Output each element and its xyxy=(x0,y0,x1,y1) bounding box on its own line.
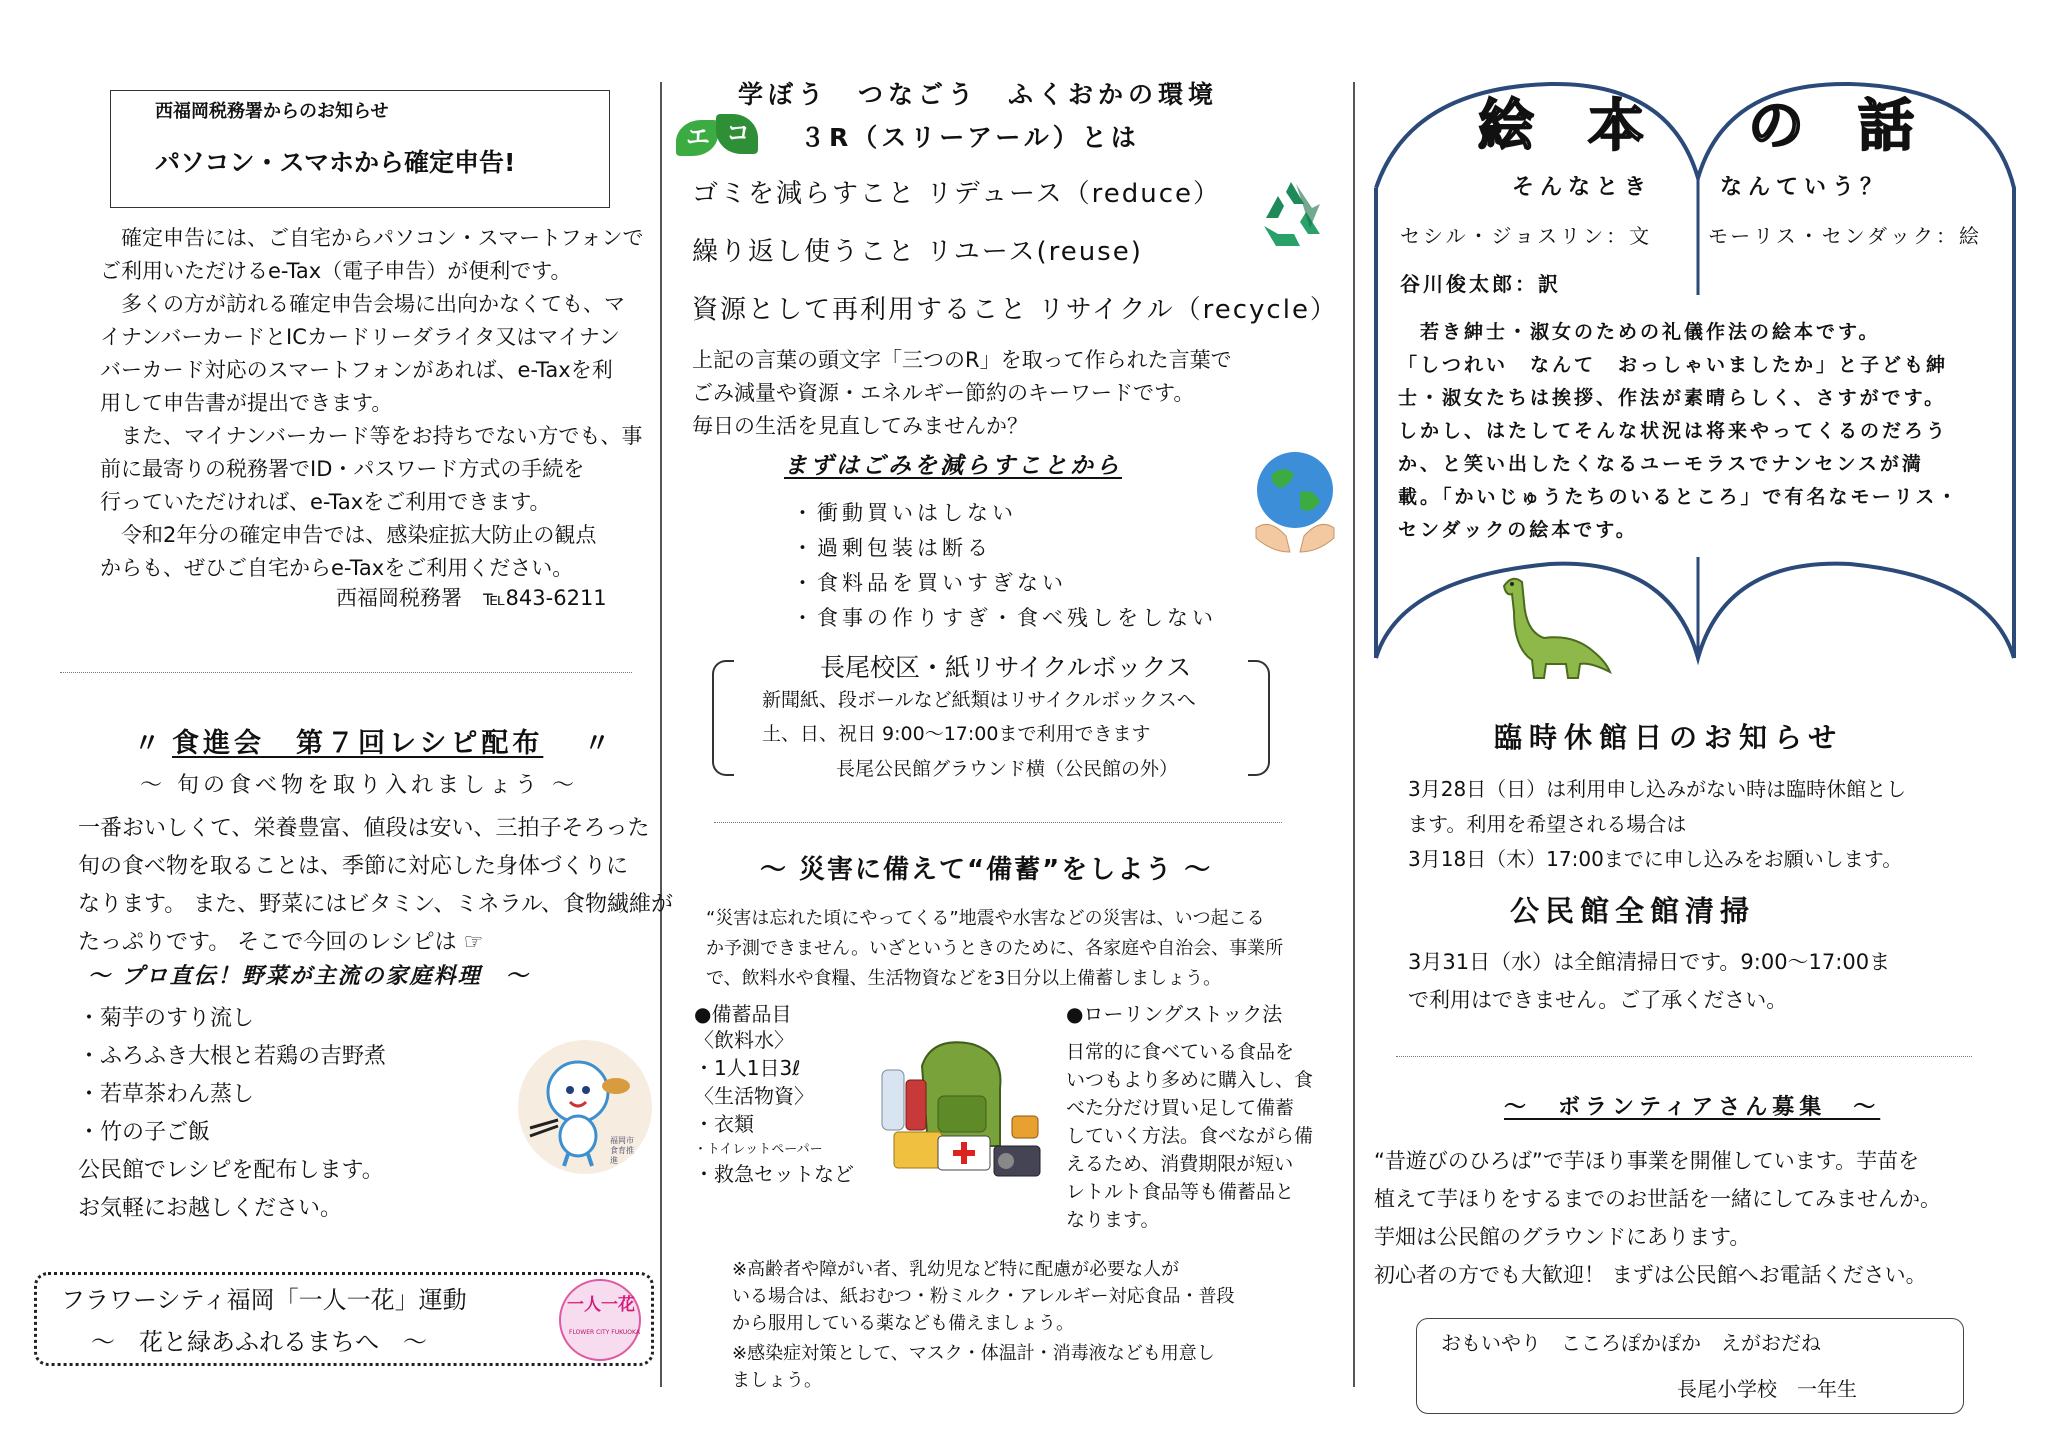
tax-line: バーカード対応のスマートフォンがあれば、e-Taxを利 xyxy=(100,358,613,382)
tax-line: ご利用いただけるe-Tax（電子申告）が便利です。 xyxy=(100,259,572,283)
eco-item-recycle: 資源として再利用すること リサイクル（recycle） xyxy=(692,295,1338,325)
book-desc-line: 若き紳士・淑女のための礼儀作法の絵本です。 xyxy=(1398,321,1881,343)
rolling-line: していく方法。食べながら備 xyxy=(1066,1125,1314,1147)
stock-item: ・救急セットなど xyxy=(694,1162,854,1186)
tax-line: 用して申告書が提出できます。 xyxy=(100,391,393,415)
book-title-char: の xyxy=(1748,94,1804,159)
eco-heading: 学ぼう つなごう ふくおかの環境 xyxy=(738,80,1219,109)
cleaning-line: で利用はできません。ご了承ください。 xyxy=(1408,988,1788,1012)
book-illustrator: モーリス・センダック：絵 xyxy=(1708,224,1982,248)
stock-item: ・衣類 xyxy=(694,1112,754,1136)
rolling-line: レトルト食品等も備蓄品と xyxy=(1066,1181,1295,1203)
eco-tip: ・食事の作りすぎ・食べ残しをしない xyxy=(792,606,1217,630)
recipe-title: 食進会 第７回レシピ配布 xyxy=(172,728,544,759)
emergency-kit-illustration xyxy=(872,1036,1048,1190)
stock-item: ・トイレットペーパー xyxy=(694,1142,823,1157)
dinosaur-illustration xyxy=(1494,572,1612,682)
bracket-left xyxy=(712,660,734,776)
recipe-mark-right: 〃 xyxy=(584,729,611,759)
eco-desc-line: 毎日の生活を見直してみませんか？ xyxy=(692,414,1028,438)
disaster-note-1 xyxy=(732,1256,1234,1337)
volunteer-title: ～ ボランティアさん募集 ～ xyxy=(1504,1095,1881,1120)
book-desc-line: 載。「かいじゅうたちのいるところ」で有名なモーリス・ xyxy=(1398,486,1960,508)
volunteer-line: 植えて芋ほりをするまでのお世話を一緒にしてみませんか。 xyxy=(1374,1187,1941,1211)
tax-line: イナンバーカードとICカードリーダライタ又はマイナン xyxy=(100,325,620,349)
tax-line: 確定申告には、ご自宅からパソコン・スマートフォンで xyxy=(100,226,644,250)
eco-badge-char-2: コ xyxy=(726,119,750,147)
eco-badge-char-1: エ xyxy=(686,123,710,151)
recipe-item: ・菊芋のすり流し xyxy=(78,1006,255,1031)
slogan-author: 長尾小学校 一年生 xyxy=(1677,1377,1857,1401)
book-subtitle-right: なんていう？ xyxy=(1720,175,1889,200)
eco-desc-line: ごみ減量や資源・エネルギー節約のキーワードです。 xyxy=(692,381,1195,405)
eco-desc xyxy=(692,344,1232,443)
rolling-line: べた分だけ買い足して備蓄 xyxy=(1066,1097,1295,1119)
disaster-note-line: から服用している薬なども備えましょう。 xyxy=(732,1313,1074,1334)
backpack-icon xyxy=(872,1036,1048,1190)
book-title-char: 本 xyxy=(1588,94,1644,159)
eco-badge xyxy=(676,112,766,160)
recycle-icon xyxy=(1256,178,1326,250)
eco-tips xyxy=(792,496,1217,636)
recipe-subhead: ～ プロ直伝！野菜が主流の家庭料理 ～ xyxy=(88,964,530,989)
book-desc-line: 士・淑女たちは挨拶、作法が素晴らしく、さすがです。 xyxy=(1398,387,1947,409)
disaster-note-line: ※感染症対策として、マスク・体温計・消毒液なども用意し xyxy=(732,1343,1215,1364)
flower-line-2: ～ 花と緑あふれるまちへ ～ xyxy=(91,1328,427,1356)
volunteer-line: 初心者の方でも大歓迎！ まずは公民館へお電話ください。 xyxy=(1374,1263,1927,1287)
tax-contact: 西福岡税務署 ℡843-6211 xyxy=(336,586,607,610)
divider-left-1 xyxy=(60,672,632,673)
volunteer-body xyxy=(1374,1142,1941,1294)
book-desc-line: か、と笑い出したくなるユーモラスでナンセンスが満 xyxy=(1398,453,1924,475)
rolling-title: ●ローリングストック法 xyxy=(1066,1002,1283,1026)
bracket-right xyxy=(1248,660,1270,776)
disaster-intro xyxy=(706,904,1283,994)
flower-logo-text: 一人一花 xyxy=(567,1295,635,1315)
disaster-intro-line: “災害は忘れた頃にやってくる”地震や水害などの災害は、いつ起こる xyxy=(706,908,1265,929)
paper-recycle-line: 新聞紙、段ボールなど紙類はリサイクルボックスへ xyxy=(762,689,1196,711)
slogan-box xyxy=(1416,1318,1964,1414)
stock-item: ・1人1日3ℓ xyxy=(694,1056,801,1080)
stock-title: ●備蓄品目 xyxy=(694,1002,792,1026)
recipe-line: 一番おいしくて、栄養豊富、値段は安い、三拍子そろった xyxy=(78,816,650,841)
tax-notice-label: 西福岡税務署からのお知らせ xyxy=(155,101,389,122)
flower-logo xyxy=(559,1279,641,1361)
disaster-intro-line: で、飲料水や食糧、生活物資などを3日分以上備蓄しましょう。 xyxy=(706,968,1222,989)
disaster-note-line: いる場合は、紙おむつ・粉ミルク・アレルギー対応食品・普段 xyxy=(732,1286,1235,1307)
rolling-line: 日常的に食べている食品を xyxy=(1066,1041,1295,1063)
book-title-char: 話 xyxy=(1858,94,1914,159)
eco-item-reuse: 繰り返し使うこと リユース(reuse) xyxy=(692,237,1143,267)
divider-middle-1 xyxy=(714,822,1282,823)
closure-title: 臨時休館日のお知らせ xyxy=(1494,721,1844,754)
cleaning-line: 3月31日（水）は全館清掃日です。9:00～17:00ま xyxy=(1408,950,1891,974)
disaster-note-line: ましょう。 xyxy=(732,1370,822,1391)
rolling-line: なります。 xyxy=(1066,1209,1160,1231)
eco-subheading: ３R（スリーアール）とは xyxy=(800,123,1140,152)
disaster-note-2 xyxy=(732,1340,1215,1394)
volunteer-line: “昔遊びのひろば”で芋ほり事業を開催しています。芋苗を xyxy=(1374,1149,1920,1173)
eco-tip: ・食料品を買いすぎない xyxy=(792,571,1067,595)
dinosaur-icon xyxy=(1494,572,1612,682)
disaster-note-line: ※高齢者や障がい者、乳幼児など特に配慮が必要な人が xyxy=(732,1259,1180,1280)
divider-right-1 xyxy=(1396,1056,1972,1057)
book-desc-line: しかし、はたしてそんな状況は将来やってくるのだろう xyxy=(1398,420,1949,442)
tax-line: 前に最寄りの税務署でID・パスワード方式の手続を xyxy=(100,457,585,481)
paper-recycle-line: 土、日、祝日 9:00～17:00まで利用できます xyxy=(762,723,1151,745)
recipe-item: ・若草茶わん蒸し xyxy=(78,1082,255,1107)
column-divider-left xyxy=(660,82,662,1387)
earth-hands-icon xyxy=(1250,448,1340,560)
eco-subhead: まずはごみを減らすことから xyxy=(784,453,1122,479)
eco-tip: ・衝動買いはしない xyxy=(792,501,1017,525)
recipe-body xyxy=(78,810,673,962)
cleaning-body xyxy=(1408,943,1890,1019)
tax-line: また、マイナンバーカード等をお持ちでない方でも、事 xyxy=(100,424,643,448)
stock-item: 〈生活物資〉 xyxy=(694,1084,814,1108)
tax-line: 多くの方が訪れる確定申告会場に出向かなくても、マ xyxy=(100,292,625,316)
recipe-footer-line: 公民館でレシピを配布します。 xyxy=(78,1158,384,1183)
tax-line: からも、ぜひご自宅からe-Taxをご利用ください。 xyxy=(100,556,574,580)
disaster-intro-line: か予測できません。いざというときのために、各家庭や自治会、事業所 xyxy=(706,938,1284,959)
mascot-illustration xyxy=(518,1040,652,1174)
recipe-mark-left: 〃 xyxy=(134,729,161,759)
flower-line-1: フラワーシティ福岡「一人一花」運動 xyxy=(61,1286,467,1314)
book-translator: 谷川俊太郎：訳 xyxy=(1400,272,1561,296)
recipe-item: ・ふろふき大根と若鶏の吉野煮 xyxy=(78,1044,387,1069)
rolling-body xyxy=(1066,1038,1313,1234)
tax-line: 行っていただければ、e-Taxをご利用できます。 xyxy=(100,490,551,514)
recipe-line: 旬の食べ物を取ることは、季節に対応した身体づくりに xyxy=(78,854,629,879)
tax-line: 令和2年分の確定申告では、感染症拡大防止の観点 xyxy=(100,523,597,547)
slogan-text: おもいやり こころぽかぽか えがおだね xyxy=(1441,1331,1821,1355)
closure-line: 3月28日（日）は利用申し込みがない時は臨時休館とし xyxy=(1408,777,1907,801)
book-author: セシル・ジョスリン：文 xyxy=(1400,224,1653,248)
recipe-line: なります。 また、野菜にはビタミン、ミネラル、食物繊維が xyxy=(78,892,674,917)
stock-item: 〈飲料水〉 xyxy=(694,1028,794,1052)
book-desc-line: 「しつれい なんて おっしゃいましたか」と子ども紳 xyxy=(1398,354,1949,376)
paper-recycle-title: 長尾校区・紙リサイクルボックス xyxy=(820,653,1192,682)
volunteer-line: 芋畑は公民館のグラウンドにあります。 xyxy=(1374,1225,1751,1249)
tax-notice-title: パソコン・スマホから確定申告! xyxy=(155,148,516,177)
eco-item-reduce: ゴミを減らすこと リデュース（reduce） xyxy=(692,179,1222,209)
flower-city-box xyxy=(34,1272,654,1366)
tax-body xyxy=(100,222,643,585)
cleaning-title: 公民館全館清掃 xyxy=(1510,894,1756,928)
tax-notice-box xyxy=(110,90,610,208)
rolling-line: えるため、消費期限が短い xyxy=(1066,1153,1294,1175)
rolling-line: いつもより多めに購入し、食 xyxy=(1066,1069,1314,1091)
book-desc-line: センダックの絵本です。 xyxy=(1398,519,1638,541)
closure-body xyxy=(1408,772,1906,877)
book-subtitle-left: そんなとき xyxy=(1512,175,1653,200)
recipe-line: たっぷりです。 そこで今回のレシピは ☞ xyxy=(78,930,484,955)
eco-desc-line: 上記の言葉の頭文字「三つのR」を取って作られた言葉で xyxy=(692,348,1232,372)
recipe-footer-line: お気軽にお越しください。 xyxy=(78,1196,343,1221)
book-desc xyxy=(1398,316,1959,547)
recipe-item: ・竹の子ご飯 xyxy=(78,1120,211,1145)
flower-logo-sub: FLOWER CITY FUKUOKA xyxy=(569,1329,640,1336)
closure-line: 3月18日（木）17:00までに申し込みをお願いします。 xyxy=(1408,847,1903,871)
recipe-subtitle: ～ 旬の食べ物を取り入れましょう ～ xyxy=(140,773,578,798)
mascot-caption: 福岡市食育推進 xyxy=(610,1136,634,1165)
eco-tip: ・過剰包装は断る xyxy=(792,536,992,560)
column-divider-right xyxy=(1353,82,1355,1387)
closure-line: ます。利用を希望される場合は xyxy=(1408,812,1687,836)
paper-recycle-line: 長尾公民館グラウンド横（公民館の外） xyxy=(836,758,1179,780)
recipe-items xyxy=(78,1000,386,1228)
disaster-title: ～ 災害に備えて“備蓄”をしよう ～ xyxy=(760,855,1213,885)
book-title-char: 絵 xyxy=(1478,94,1534,159)
